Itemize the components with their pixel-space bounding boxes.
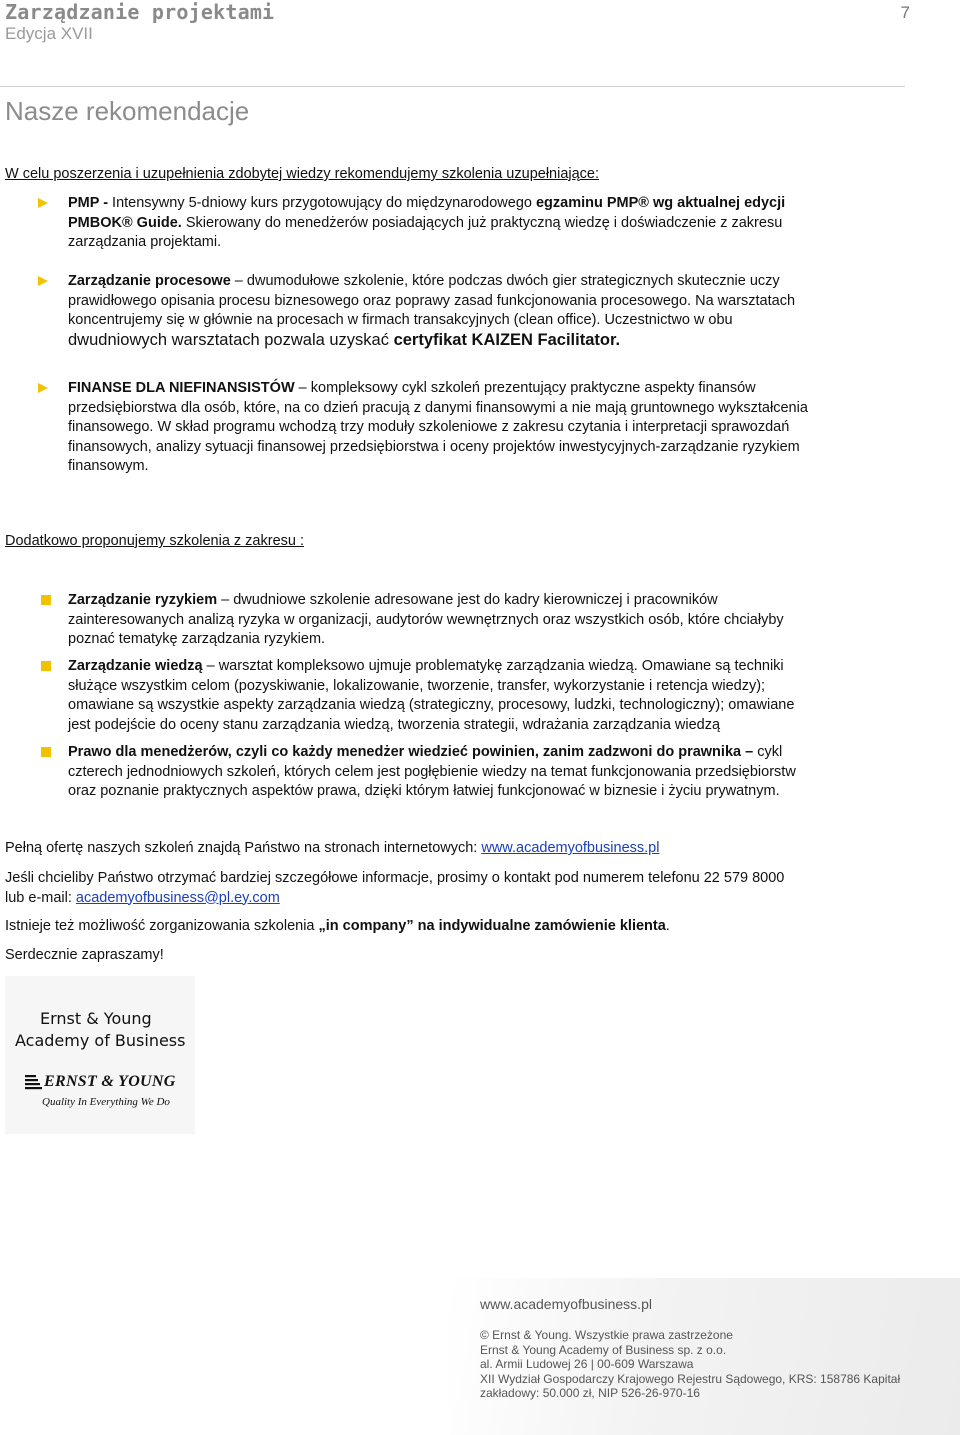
bullet-square-icon	[41, 595, 51, 605]
section-title: Nasze rekomendacje	[5, 96, 250, 126]
recommendation-pmp	[68, 194, 908, 253]
footer-line: zakładowy: 50.000 zł, NIP 526-26-970-16	[480, 1386, 700, 1401]
footer-line: Ernst & Young Academy of Business sp. z o.o.	[480, 1342, 727, 1357]
page-number: 7	[900, 3, 910, 22]
pmp-line-3: zarządzania projektami.	[68, 234, 222, 250]
ey-brand-name: ERNST & YOUNG	[44, 1073, 176, 1090]
logo-line-1: Ernst & Young	[40, 1009, 152, 1028]
footer-line: al. Armii Ludowej 26 | 00-609 Warszawa	[480, 1357, 694, 1372]
in-company-text: Istnieje też możliwość zorganizowania szkolenia „in company” na indywidualne zamówienie klienta.	[5, 918, 670, 934]
additional-knowledge-management: Zarządzanie wiedzą – warsztat kompleksowo ujmuje problematykę zarządzania wiedzą. Omawiane są techniki służące wszystkim celom (pozyskiwanie, lokalizowanie, tworzenie, transfer, wykorzystanie i retencja wiedzy); omawiane są wszystkie aspekty zarządzania wiedzą (strategiczny, procesowy, ludzki, technologiczny); omawiane jest podejście do oceny stanu zarządzania wiedzą, tworzenia strategii, wdrażania zarządzania wiedzą	[68, 658, 795, 733]
header-divider	[0, 86, 905, 87]
recommendation-finance: FINANSE DLA NIEFINANSISTÓW – kompleksowy cykl szkoleń prezentujący praktyczne aspekty finansów przedsiębiorstwa dla osób, które, na co dzień pracują z danymi finansowymi a nie mają gruntownego wykształcenia finansowego. W skład programu wchodzą trzy moduły szkoleniowe z zakresu czytania i interpretacji sprawozdań finansowych, analizy sytuacji finansowej przedsiębiorstwa i oceny projektów inwestycyjnych-zarządzanie ryzykiem finansowym.	[68, 380, 808, 474]
bullet-triangle-icon	[38, 198, 48, 208]
additional-risk-management: Zarządzanie ryzykiem – dwudniowe szkolenie adresowane jest do kadry kierowniczej i pracowników zainteresowanych analizą ryzyka w organizacji, audytorów wewnętrznych oraz wszystkich osób, które chciałyby poznać tematykę zarządzania ryzykiem.	[68, 592, 784, 647]
closing-text: Serdecznie zapraszamy!	[5, 947, 164, 963]
bullet-square-icon	[41, 661, 51, 671]
footer-legal	[480, 1328, 940, 1401]
academy-logo	[5, 976, 195, 1134]
logo-line-2: Academy of Business	[15, 1031, 186, 1050]
additional-law-for-managers: Prawo dla menedżerów, czyli co każdy menedżer wiedzieć powinien, zanim zadzwoni do prawnika – cykl czterech jednodniowych szkoleń, których celem jest pogłębienie wiedzy na temat funkcjonowania przedsiębiorstw oraz poznanie praktycznych aspektów prawa, dzięki którym łatwiej funkcjonować w biznesie i życiu prywatnym.	[68, 744, 796, 799]
ey-tagline: Quality In Everything We Do	[42, 1096, 170, 1108]
pmp-line-1: PMP - Intensywny 5-dniowy kurs przygotowujący do międzynarodowego egzaminu PMP® wg aktualnej edycji	[68, 195, 786, 211]
footer-line: © Ernst & Young. Wszystkie prawa zastrzeżone	[480, 1328, 733, 1342]
document-title: Zarządzanie projektami	[5, 0, 275, 24]
ey-bars-icon	[25, 1074, 43, 1090]
email-link[interactable]: academyofbusiness@pl.ey.com	[75, 889, 280, 906]
footer-line: XII Wydział Gospodarczy Krajowego Rejestru Sądowego, KRS: 158786 Kapitał	[480, 1371, 901, 1386]
additional-title: Dodatkowo proponujemy szkolenia z zakresu :	[5, 533, 305, 549]
recommendation-process-management: Zarządzanie procesowe – dwumodułowe szkolenie, które podczas dwóch gier strategicznych skutecznie uczy prawidłowego opisania procesu biznesowego oraz poprawy zasad funkcjonowania procesowego. Na warsztatach koncentrujemy się w głównie na procesach w firmach transakcyjnych (clean office). Uczestnictwo w obu dwudniowych warsztatach pozwala uzyskać certyfikat KAIZEN Facilitator.	[68, 273, 796, 349]
footer-url: www.academyofbusiness.pl	[480, 1296, 652, 1312]
bullet-triangle-icon	[38, 383, 48, 393]
bullet-triangle-icon	[38, 276, 48, 286]
intro-text: W celu poszerzenia i uzupełnienia zdobytej wiedzy rekomendujemy szkolenia uzupełniające:	[5, 166, 600, 182]
contact-text: Jeśli chcieliby Państwo otrzymać bardziej szczegółowe informacje, prosimy o kontakt pod numerem telefonu 22 579 8000 lub e-mail: academyofbusiness@pl.ey.com	[5, 870, 785, 906]
website-link[interactable]: www.academyofbusiness.pl	[481, 840, 660, 856]
edition-label: Edycja XVII	[5, 24, 93, 43]
pmp-line-2: PMBOK® Guide. Skierowany do menedżerów posiadających już praktyczną wiedzę i doświadczenie z zakresu	[68, 214, 783, 231]
bullet-square-icon	[41, 747, 51, 757]
offer-text: Pełną ofertę naszych szkoleń znajdą Państwo na stronach internetowych: www.academyofbusiness.pl	[5, 840, 660, 856]
